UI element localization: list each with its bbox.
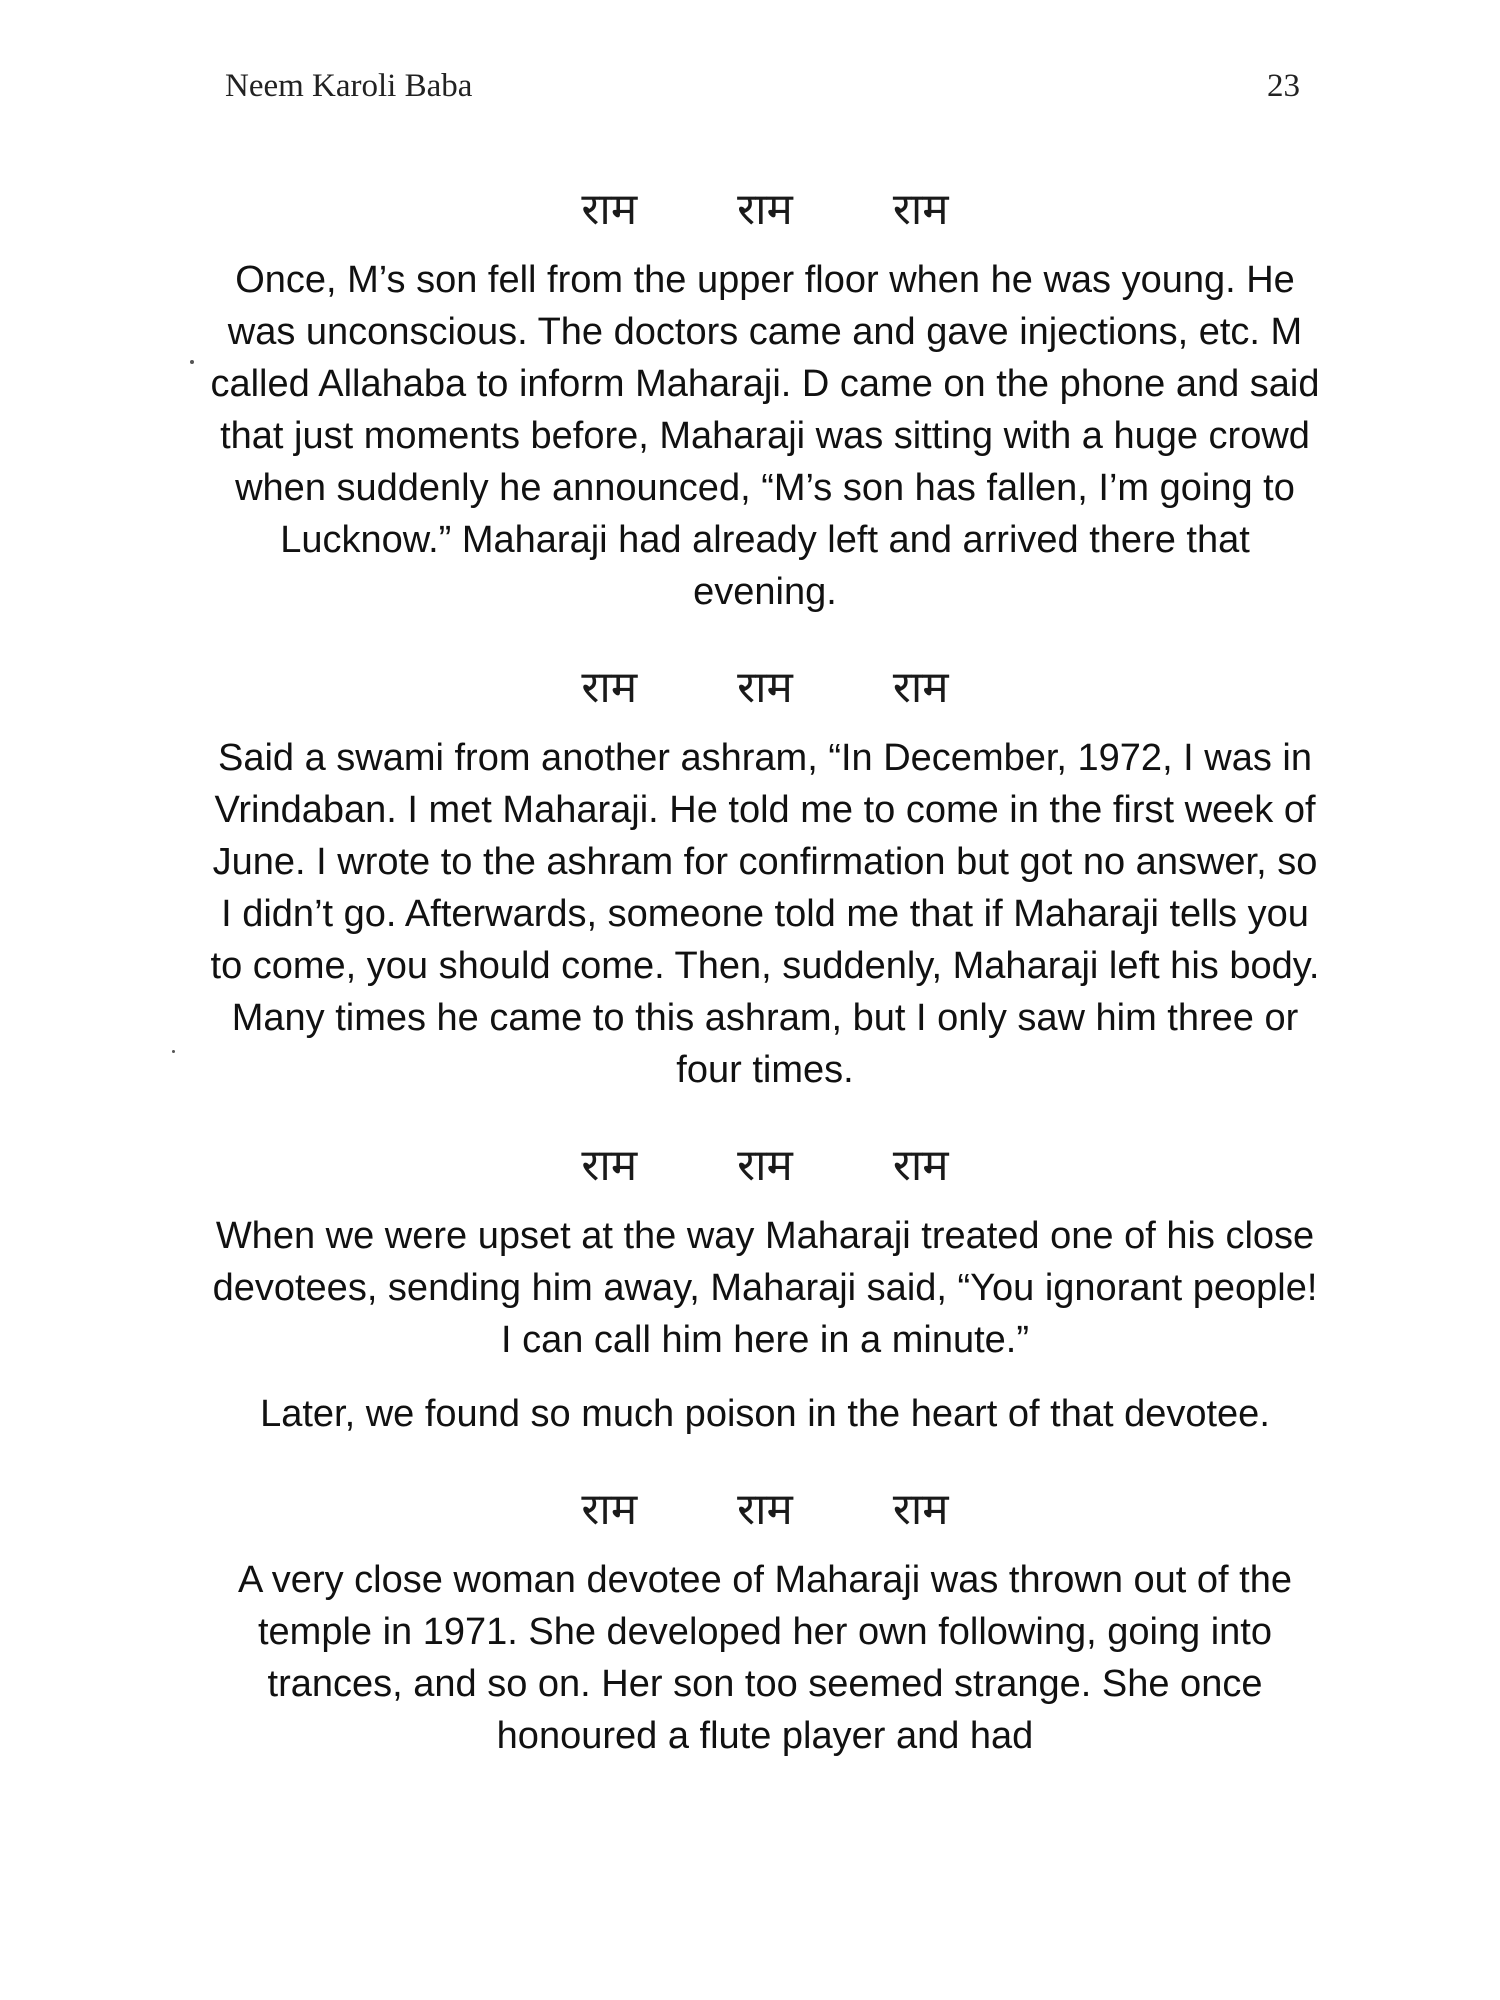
- running-head: Neem Karoli Baba: [225, 68, 473, 104]
- paragraph: When we were upset at the way Maharaji treated one of his close devotees, sending him away, Maharaji said, “You ignorant people! I can call him here in a minute.”: [212, 1215, 1318, 1361]
- divider-glyph: राम: [737, 1140, 793, 1191]
- page-body: [205, 180, 1325, 1802]
- divider-glyph: राम: [581, 184, 638, 235]
- section-divider: [205, 180, 1325, 240]
- stray-mark: [172, 1050, 175, 1053]
- divider-glyph: राम: [892, 1140, 949, 1191]
- divider-glyph: राम: [892, 184, 949, 235]
- divider-glyph: राम: [737, 184, 793, 235]
- divider-glyph: राम: [737, 662, 793, 713]
- paragraph: Said a swami from another ashram, “In December, 1972, I was in Vrindaban. I met Maharaji. He told me to come in the first week of June. I wrote to the ashram for confirmation but got no answer, so I didn’t go. Afterwards, someone told me that if Maharaji tells you to come, you should come. Then, suddenly, Maharaji left his body. Many times he came to this ashram, but I only saw him three or four times.: [210, 737, 1320, 1091]
- paragraph: Once, M’s son fell from the upper floor when he was young. He was unconscious. The doctors came and gave injections, etc. M called Allahaba to inform Maharaji. D came on the phone and said that just moments before, Maharaji was sitting with a huge crowd when suddenly he announced, “M’s son has fallen, I’m going to Lucknow.” Maharaji had already left and arrived there that evening.: [210, 259, 1320, 613]
- section-divider: [205, 1480, 1325, 1540]
- paragraph: Later, we found so much poison in the heart of that devotee.: [260, 1393, 1270, 1435]
- paragraph: A very close woman devotee of Maharaji was thrown out of the temple in 1971. She developed her own following, going into trances, and so on. Her son too seemed strange. She once honoured a flute player and had: [238, 1559, 1292, 1757]
- divider-glyph: राम: [581, 1484, 638, 1535]
- divider-glyph: राम: [581, 1140, 638, 1191]
- divider-glyph: राम: [892, 1484, 949, 1535]
- stray-mark: [190, 360, 194, 364]
- divider-glyph: राम: [892, 662, 949, 713]
- section-divider: [205, 1136, 1325, 1196]
- section-divider: [205, 658, 1325, 718]
- divider-glyph: राम: [581, 662, 638, 713]
- page-number: 23: [1267, 68, 1300, 104]
- divider-glyph: राम: [737, 1484, 793, 1535]
